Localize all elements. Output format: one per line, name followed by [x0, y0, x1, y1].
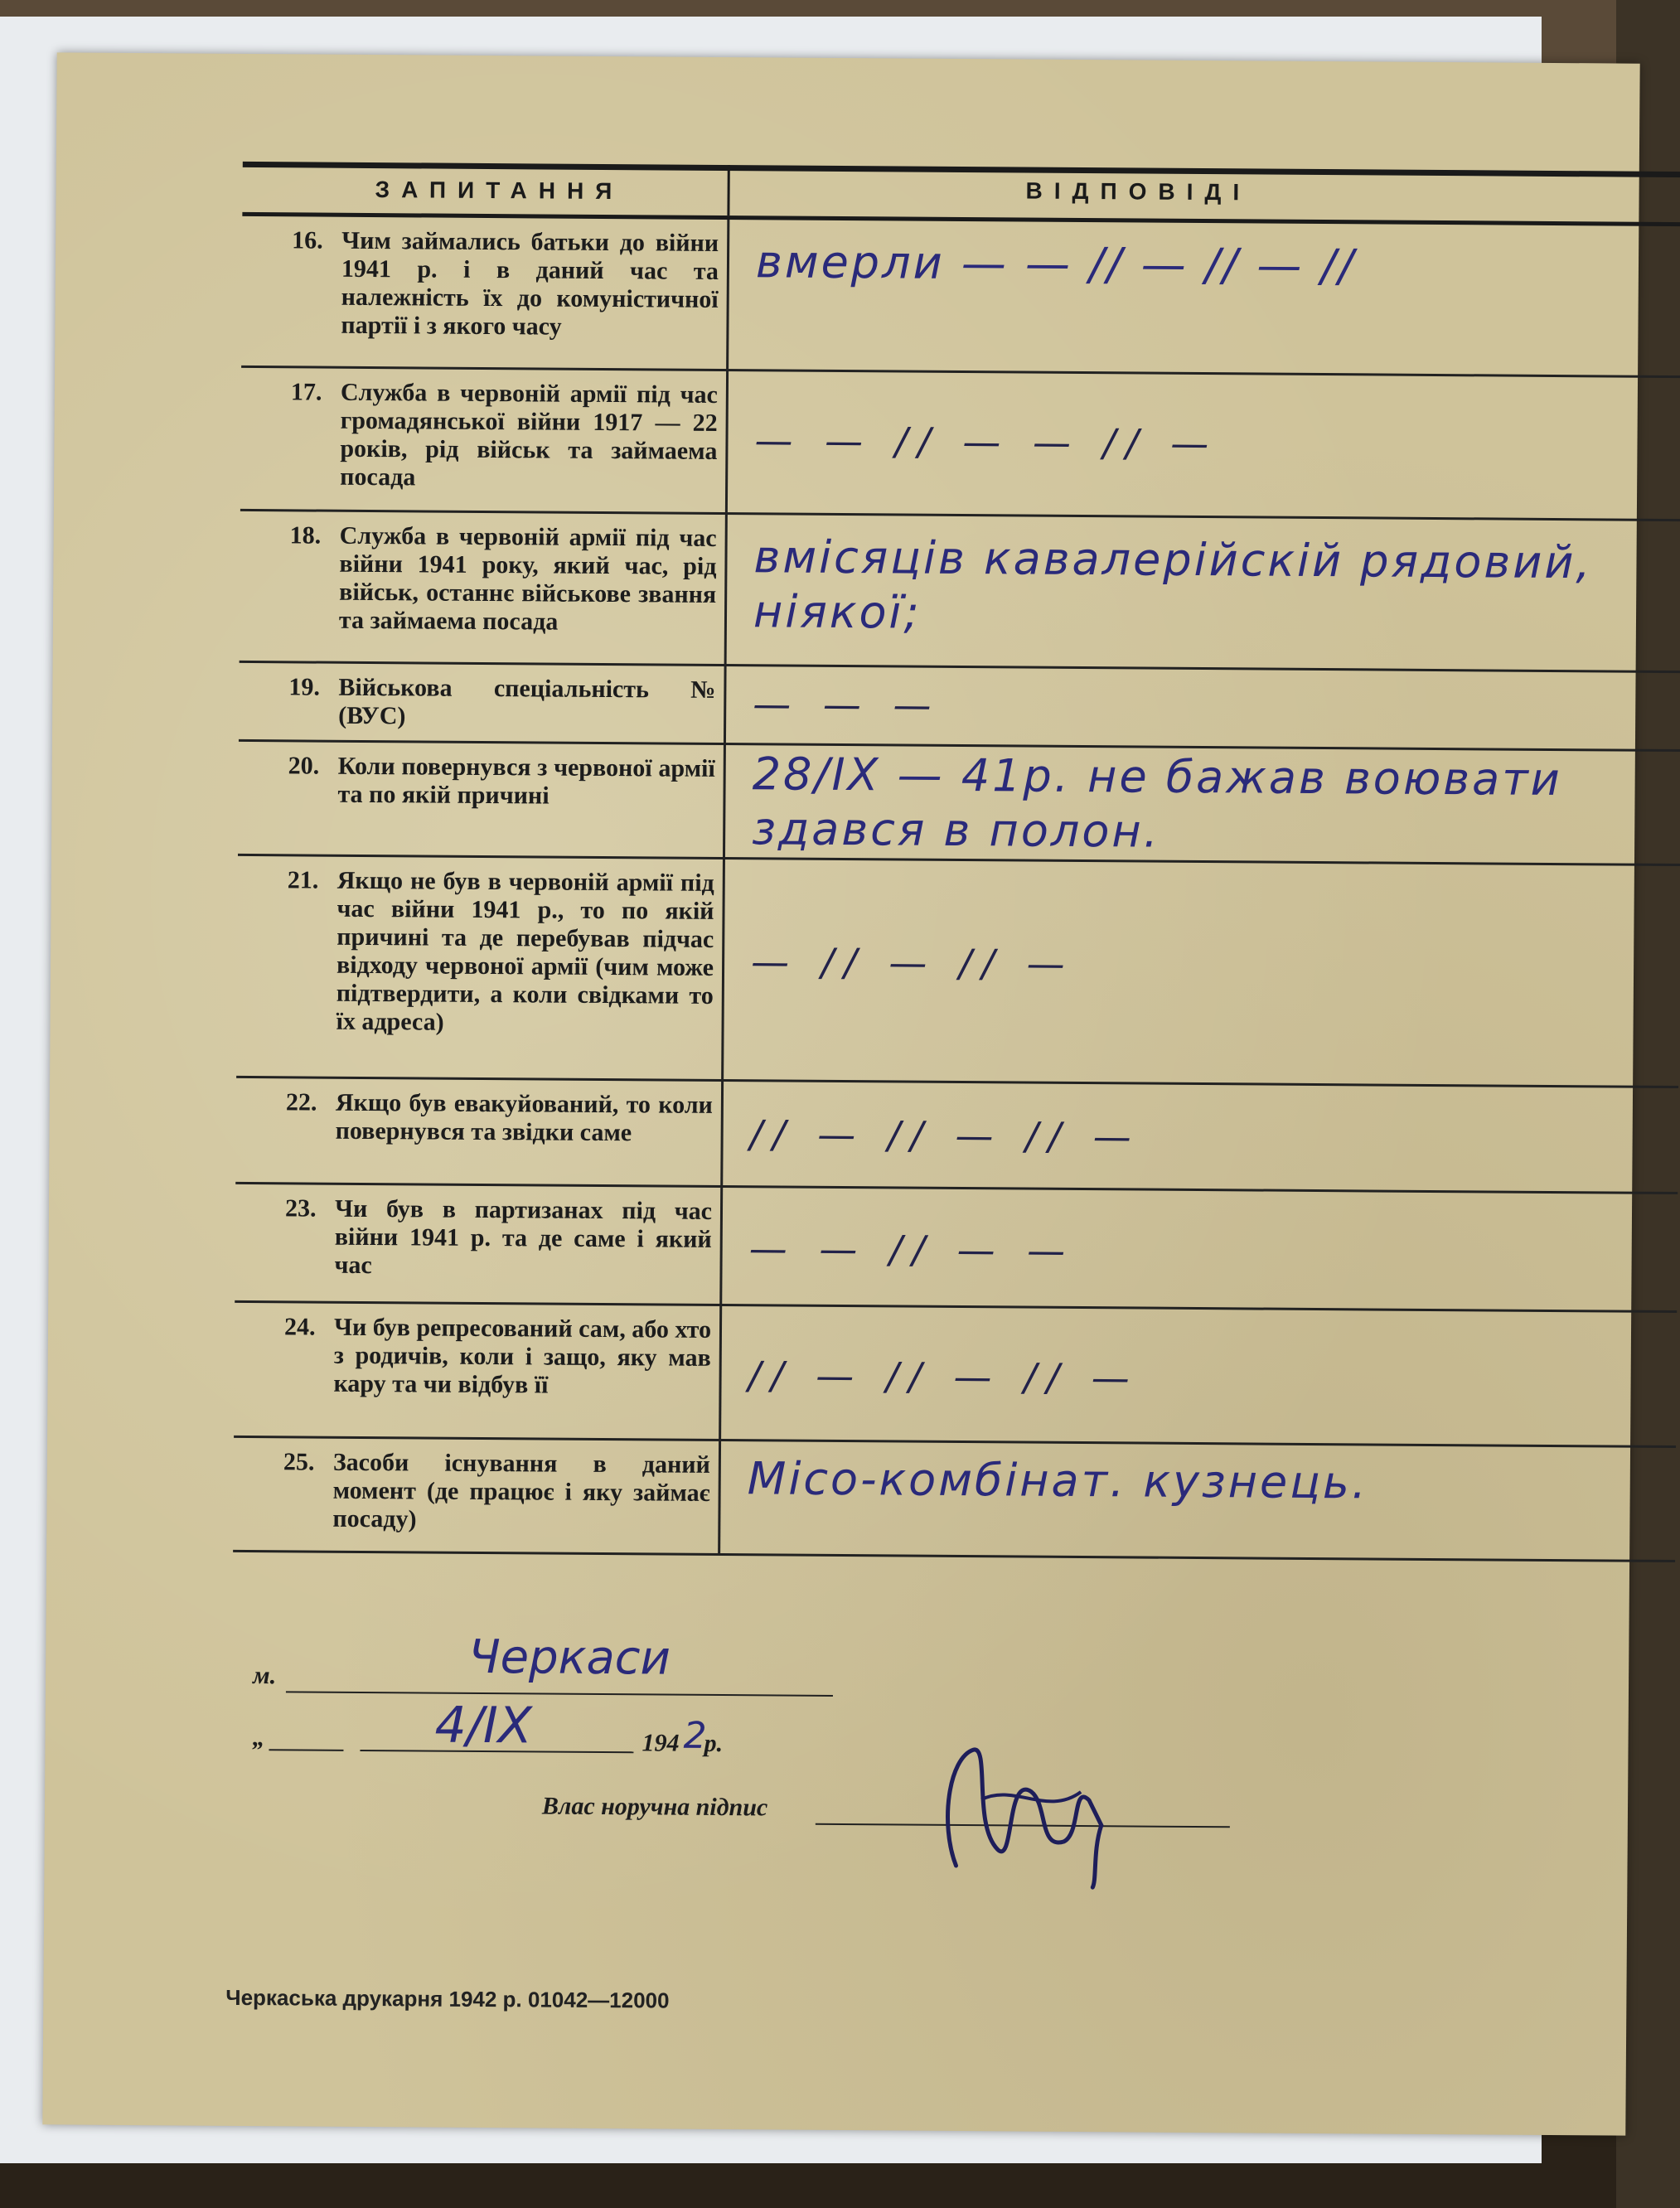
row-number: 24.: [283, 1313, 316, 1341]
answer-text: — — —: [753, 681, 942, 728]
question-text: Якщо був евакуйований, то коли повернувся та звідки саме: [335, 1088, 714, 1147]
question-text: Якщо не був в червоній армії під час війни 1941 р., то по якій причині та де перебував підчас відходу червоної армії (чим може підтвердити, а коли свідками то їх адреса): [336, 866, 714, 1036]
date-prefix: „: [252, 1724, 265, 1752]
document-page: [42, 52, 1639, 2135]
row-number: 21.: [287, 866, 319, 894]
row-number: 17.: [290, 378, 322, 406]
column-divider: [725, 371, 729, 512]
handwritten-signature: [922, 1725, 1122, 1892]
question-text: Служба в червоній армії під час громадянської війни 1917 — 22 років, рід військ та займаема посада: [340, 378, 719, 491]
answer-text: вмерли — — // — // — //: [755, 235, 1357, 293]
row-number: 18.: [289, 521, 322, 550]
header-divider: [727, 165, 729, 215]
column-divider: [726, 220, 729, 369]
question-text: Служба в червоній армії під час війни 1941 року, який час, рід військ, останнє військове звання та займаема посада: [338, 521, 717, 636]
column-divider: [718, 1441, 721, 1553]
question-text: Засоби існування в даний момент (де працює і яку займає посаду): [332, 1448, 710, 1533]
answer-text: Місо-комбінат. кузнець.: [747, 1452, 1369, 1509]
form-row-19: [239, 663, 1680, 752]
date-handwritten: 4/IX: [434, 1696, 533, 1755]
row-number: 22.: [285, 1088, 317, 1116]
column-divider: [721, 859, 725, 1079]
form-row-21: [236, 856, 1680, 1088]
row-number: 20.: [288, 752, 320, 780]
form-row-22: [235, 1078, 1678, 1194]
row-number: 19.: [288, 673, 321, 701]
questionnaire-form: [233, 162, 1680, 1562]
answer-text: — — // — — // —: [754, 418, 1219, 467]
form-row-23: [235, 1184, 1678, 1313]
question-text: Чим займались батьки до війни 1941 р. і в даний час та належність їх до комуністичної партії і з якого часу: [341, 226, 719, 341]
question-text: Чи був в партизанах під час війни 1941 р. та де саме і який час: [334, 1194, 713, 1280]
column-divider: [719, 1188, 723, 1304]
year-digit-handwritten: 2: [683, 1714, 707, 1757]
form-row-16: [241, 216, 1680, 378]
city-line: [286, 1691, 833, 1697]
city-prefix: м.: [252, 1662, 277, 1690]
column-divider: [719, 1306, 722, 1439]
printer-imprint: Черкаська друкарня 1942 р. 01042—12000: [225, 1984, 670, 2013]
year-suffix: р.: [704, 1729, 724, 1758]
signature-label: Влас норучна підпис: [541, 1792, 768, 1822]
year-prefix: 194: [641, 1729, 680, 1757]
question-text: Коли повернувся з червоної армії та по якій причині: [337, 752, 715, 810]
answer-text: // — // — // —: [748, 1353, 1140, 1401]
city-handwritten: Черкаси: [468, 1629, 671, 1686]
row-number: 25.: [283, 1448, 315, 1476]
form-row-25: [233, 1438, 1676, 1562]
column-divider: [720, 1082, 724, 1185]
answer-text: // — // — // —: [749, 1111, 1141, 1160]
answer-text: — // — // —: [750, 939, 1075, 986]
form-row-18: [240, 511, 1680, 673]
day-line: [269, 1749, 343, 1751]
column-divider: [724, 515, 728, 664]
form-row-24: [234, 1303, 1677, 1448]
answer-column-header: ВІДПОВІДІ: [1025, 177, 1252, 206]
form-header: [242, 162, 1680, 226]
signature-area: [251, 1604, 1330, 1885]
column-divider: [724, 666, 727, 743]
answer-text: — — // — —: [748, 1226, 1076, 1273]
question-text: Чи був репресований сам, або хто з родичів, коли і защо, яку мав кару та чи відбув її: [333, 1313, 712, 1399]
answer-text: вмісяців кавалерійскій рядовий, ніякої;: [753, 530, 1593, 639]
form-row-17: [240, 368, 1680, 521]
question-text: Військова спеціальність № (ВУС): [338, 673, 716, 730]
form-row-20: [238, 742, 1680, 866]
question-column-header: ЗАПИТАННЯ: [375, 177, 624, 205]
row-number: 16.: [292, 226, 323, 254]
column-divider: [723, 745, 726, 857]
answer-text: 28/IX — 41р. не бажав воювати здався в полон.: [752, 748, 1562, 858]
row-number: 23.: [284, 1194, 317, 1223]
